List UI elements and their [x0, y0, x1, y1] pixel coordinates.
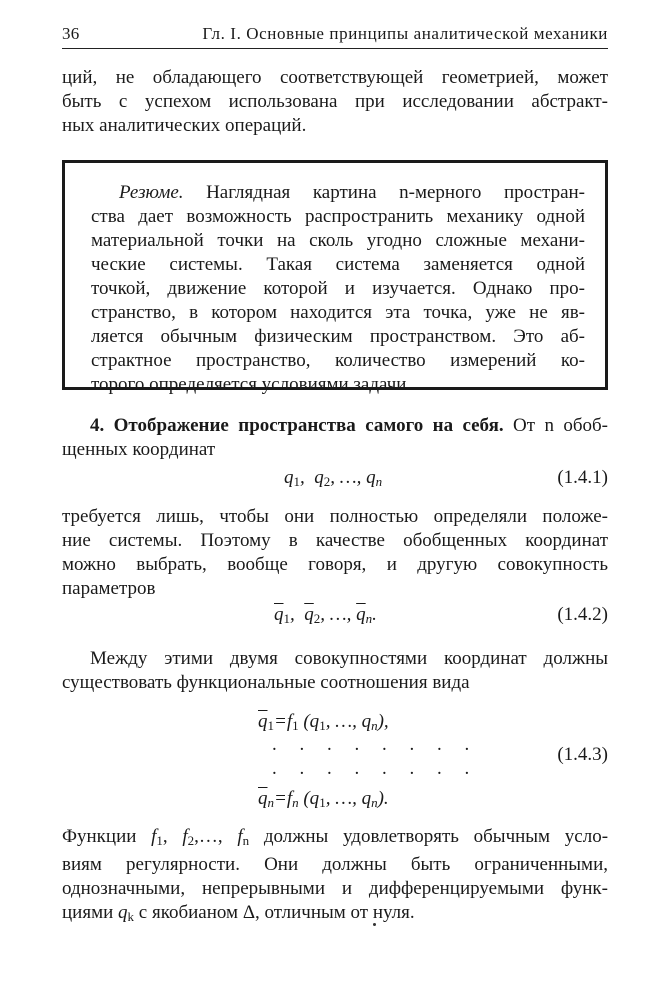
- summary-line: ческие системы. Такая система заменяется одной: [91, 254, 585, 275]
- paragraph-2-line: можно выбрать, вообще говоря, и другую совокупность: [62, 554, 608, 575]
- print-speck: [373, 923, 376, 926]
- intro-paragraph: [62, 66, 608, 138]
- header-rule: [62, 48, 608, 49]
- summary-line: точкой, движение которой и изучается. Однако про-: [91, 278, 585, 299]
- section-4-heading: 4. Отображение пространства самого на себя.: [90, 415, 504, 436]
- summary-paragraph: [91, 181, 585, 397]
- paragraph-4-last-prefix: циями: [62, 902, 114, 923]
- summary-line: странство, в котором находится эта точка, уже не яв-: [91, 302, 585, 323]
- paragraph-2: [62, 505, 608, 601]
- summary-line: [91, 181, 585, 205]
- equation-1-4-3-first: $\overline{q}_1=f_1$ ($q_1$, …, $q_n$),: [258, 711, 389, 733]
- page-number: 36: [62, 24, 80, 43]
- summary-line: материальной точки на сколь угодно сложные механи-: [91, 230, 585, 251]
- equation-number-1-4-3: (1.4.3): [557, 744, 608, 765]
- intro-line: быть с успехом использована при исследовании абстракт-: [62, 91, 608, 112]
- equation-number-1-4-1: (1.4.1): [557, 467, 608, 488]
- paragraph-3-line: существовать функциональные соотношения вида: [62, 672, 470, 693]
- section-4-heading-tail: От n обоб-: [513, 415, 609, 436]
- summary-line: торого определяется условиями задачи.: [91, 374, 412, 395]
- paragraph-4-prefix: Функции: [62, 826, 137, 847]
- equation-number-1-4-2: (1.4.2): [557, 604, 608, 625]
- section-4-line: [62, 414, 608, 438]
- equation-1-4-3-last: $\overline{q}_n=f_n$ ($q_1$, …, $q_n$).: [258, 788, 389, 810]
- paragraph-4-last-text: с якобианом Δ, отличным от нуля.: [138, 902, 415, 923]
- paragraph-3-line: Между этими двумя совокупностями координат должны: [90, 648, 608, 669]
- summary-box: [62, 160, 608, 395]
- summary-line: ства дает возможность распространить механику одной: [91, 206, 585, 227]
- paragraph-4-line: Функции $f_1$, $f_2,\dots$, $f_n$ должны удовлетворять обычным усло-: [62, 826, 609, 848]
- page-header: [62, 24, 608, 48]
- summary-line-text: Наглядная картина n-мерного простран-: [206, 182, 586, 203]
- summary-line: ляется обычным физическим пространством. Это аб-: [91, 326, 585, 347]
- equation-1-4-1: $q_1$, $q_2$, …, $q_n$: [284, 467, 383, 489]
- section-4-line: щенных координат: [62, 439, 216, 460]
- paragraph-4-line1-text: должны удовлетворять обычным усло-: [263, 826, 609, 847]
- paragraph-4-line: однозначными, непрерывными и дифференцируемыми функ-: [62, 878, 608, 899]
- paragraph-2-line: требуется лишь, чтобы они полностью определяли положе-: [62, 506, 608, 527]
- intro-line: ных аналитических операций.: [62, 115, 307, 136]
- running-title: Гл. I. Основные принципы аналитической механики: [202, 24, 608, 43]
- summary-line: страктное пространство, количество измерений ко-: [91, 350, 585, 371]
- summary-label: Резюме.: [119, 182, 184, 203]
- paragraph-2-line: ние системы. Поэтому в качестве обобщенных координат: [62, 530, 608, 551]
- paragraph-4-line: циями $q_k$ с якобианом Δ, отличным от нуля.: [62, 902, 415, 924]
- equation-1-4-3-dots-2: . . . . . . . .: [272, 758, 479, 779]
- section-4-paragraph: [62, 414, 608, 462]
- paragraph-4: [62, 825, 608, 929]
- intro-line: ций, не обладающего соответствующей геометрией, может: [62, 67, 608, 88]
- paragraph-4-line: виям регулярности. Они должны быть ограниченными,: [62, 854, 608, 875]
- equation-1-4-3-dots-1: . . . . . . . .: [272, 734, 479, 755]
- paragraph-3: [62, 647, 608, 695]
- paragraph-2-line: параметров: [62, 578, 156, 599]
- equation-1-4-2: $\overline{q}_1$, $\overline{q}_2$, …, $\overline{q}_n$.: [274, 604, 377, 626]
